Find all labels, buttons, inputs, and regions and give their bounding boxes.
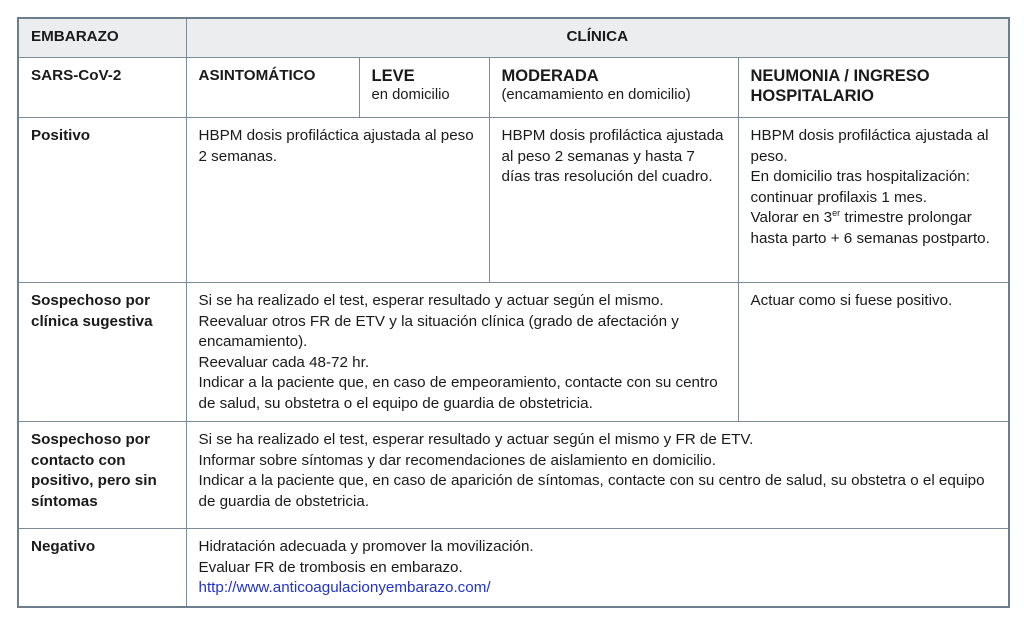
cell-text: HBPM dosis profiláctica ajustada al peso 2 semanas. [198,127,474,165]
table-row-negativo [18,529,1009,608]
row-label: Sospechoso por contacto con positivo, pero sin síntomas [18,422,186,529]
cell-text: Reevaluar cada 48-72 hr. [198,353,370,371]
subheader-row [18,58,1009,118]
cell-text-trimester [751,208,997,249]
cell-text: Evaluar FR de trombosis en embarazo. [198,558,463,576]
column-header-moderada [489,58,738,118]
subheader-sars-cov-2: SARS-CoV-2 [18,58,186,118]
cell-text: Hidratación adecuada y promover la movilización. [198,538,534,555]
column-header-asintomatico [186,58,359,118]
cell-neumonia [738,118,1009,283]
column-title-line2: HOSPITALARIO [750,87,874,105]
cell-text: Informar sobre síntomas y dar recomendaciones de aislamiento en domicilio. [198,451,716,469]
cell-asintomatico-moderada [186,283,738,422]
column-title: NEUMONIA / INGRESO [750,67,930,85]
header-row [18,18,1009,58]
cell-text: Actuar como si fuese positivo. [750,292,953,309]
column-title: LEVE [371,67,415,85]
cell-all-clinical [186,422,1009,529]
table-row-positivo [18,118,1009,283]
cell-text: En domicilio tras hospitalización: continuar profilaxis 1 mes. [750,168,970,206]
anticoagulation-website-link[interactable]: http://www.anticoagulacionyembarazo.com/ [198,579,491,596]
trimester-before: Valorar en 3 [750,209,833,226]
cell-text: Reevaluar otros FR de ETV y la situación clínica (grado de afectación y encamamiento). [198,312,679,350]
corner-header-embarazo: EMBARAZO [18,18,186,58]
cell-text: HBPM dosis profiláctica ajustada al peso. [750,127,989,165]
covid-pregnancy-thromboprophylaxis-table [17,17,1010,608]
trimester-after: trimestre prolongar hasta parto + 6 semanas postparto. [750,209,990,247]
table-row-sospechoso-clinica [18,283,1009,422]
column-note: en domicilio [371,87,450,103]
cell-neumonia [738,283,1009,422]
cell-all-clinical [186,529,1009,608]
table-row-sospechoso-contacto [18,422,1009,529]
ordinal-superscript: er [832,207,841,218]
column-title: ASINTOMÁTICO [198,67,316,84]
column-header-neumonia [738,58,1009,118]
row-label: Negativo [18,529,186,608]
column-title: MODERADA [501,67,599,85]
cell-text: Indicar a la paciente que, en caso de aparición de síntomas, contacte con su centro de salud, su obstetra o el equipo de guardia de obstetricia. [198,472,985,510]
column-note: (encamamiento en domicilio) [501,87,691,103]
cell-asintomatico-leve [186,118,489,283]
cell-text: Indicar a la paciente que, en caso de empeoramiento, contacte con su centro de salud, su obstetra o el equipo de guardia de obstetricia. [198,374,718,412]
header-clinica: CLÍNICA [186,18,1009,58]
row-label: Sospechoso por clínica sugestiva [18,283,186,422]
cell-text: HBPM dosis profiláctica ajustada al peso 2 semanas y hasta 7 días tras resolución del cuadro. [501,127,724,185]
cell-text: Si se ha realizado el test, esperar resultado y actuar según el mismo. [198,292,664,309]
row-label: Positivo [18,118,186,283]
cell-moderada [489,118,738,283]
column-header-leve [359,58,489,118]
cell-text: Si se ha realizado el test, esperar resultado y actuar según el mismo y FR de ETV. [198,431,754,448]
